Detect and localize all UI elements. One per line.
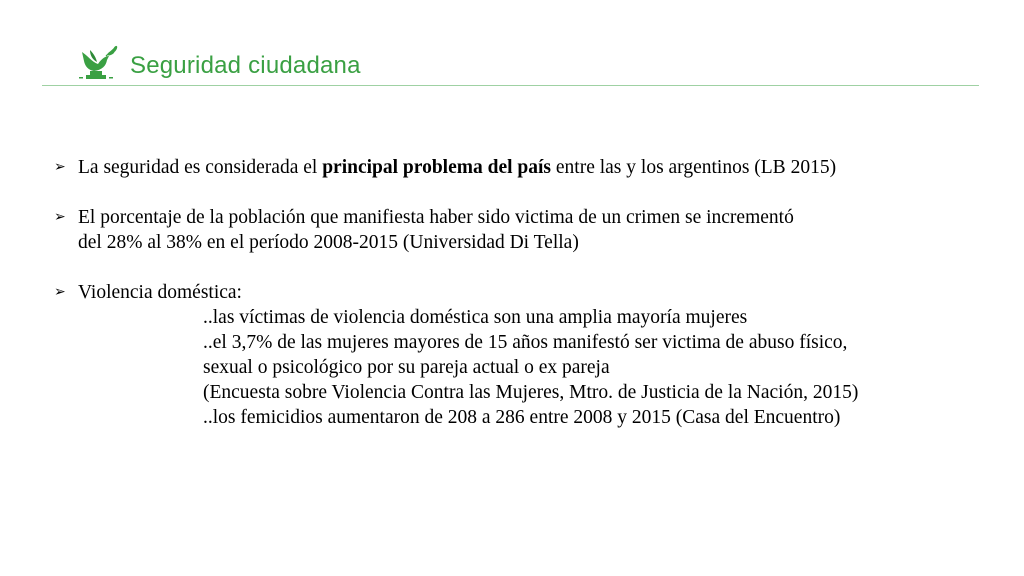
sub-line: sexual o psicológico por su pareja actual o ex pareja xyxy=(203,357,610,378)
bullet-text: La seguridad es considerada el xyxy=(78,157,323,178)
sub-line: (Encuesta sobre Violencia Contra las Mujeres, Mtro. de Justicia de la Nación, 2015) xyxy=(203,382,859,403)
slide-title: Seguridad ciudadana xyxy=(130,52,361,79)
sub-line: ..los femicidios aumentaron de 208 a 286 entre 2008 y 2015 (Casa del Encuentro) xyxy=(203,407,841,428)
slide-header xyxy=(0,0,1024,90)
bullet-text: entre las y los argentinos (LB 2015) xyxy=(551,157,837,178)
bullet-item xyxy=(54,155,984,180)
arrowhead-bullet-icon: ➢ xyxy=(54,159,66,175)
bullet-label: Violencia doméstica: xyxy=(78,282,242,303)
bullet-emphasis: principal problema del país xyxy=(322,157,552,178)
arrowhead-bullet-icon: ➢ xyxy=(54,209,66,225)
arrowhead-bullet-icon: ➢ xyxy=(54,284,66,300)
bullet-text-continuation: del 28% al 38% en el período 2008-2015 (Universidad Di Tella) xyxy=(78,232,579,253)
bullet-item xyxy=(54,280,984,305)
sub-line: ..las víctimas de violencia doméstica son una amplia mayoría mujeres xyxy=(203,307,748,328)
bullet-item xyxy=(54,205,984,255)
title-divider xyxy=(42,85,979,86)
slide-body xyxy=(54,155,984,430)
sub-line: ..el 3,7% de las mujeres mayores de 15 años manifestó ser victima de abuso físico, xyxy=(203,332,848,353)
bullet-text: El porcentaje de la población que manifiesta haber sido victima de un crimen se incrementó xyxy=(78,207,794,228)
dove-on-pedestal-icon xyxy=(76,44,120,82)
